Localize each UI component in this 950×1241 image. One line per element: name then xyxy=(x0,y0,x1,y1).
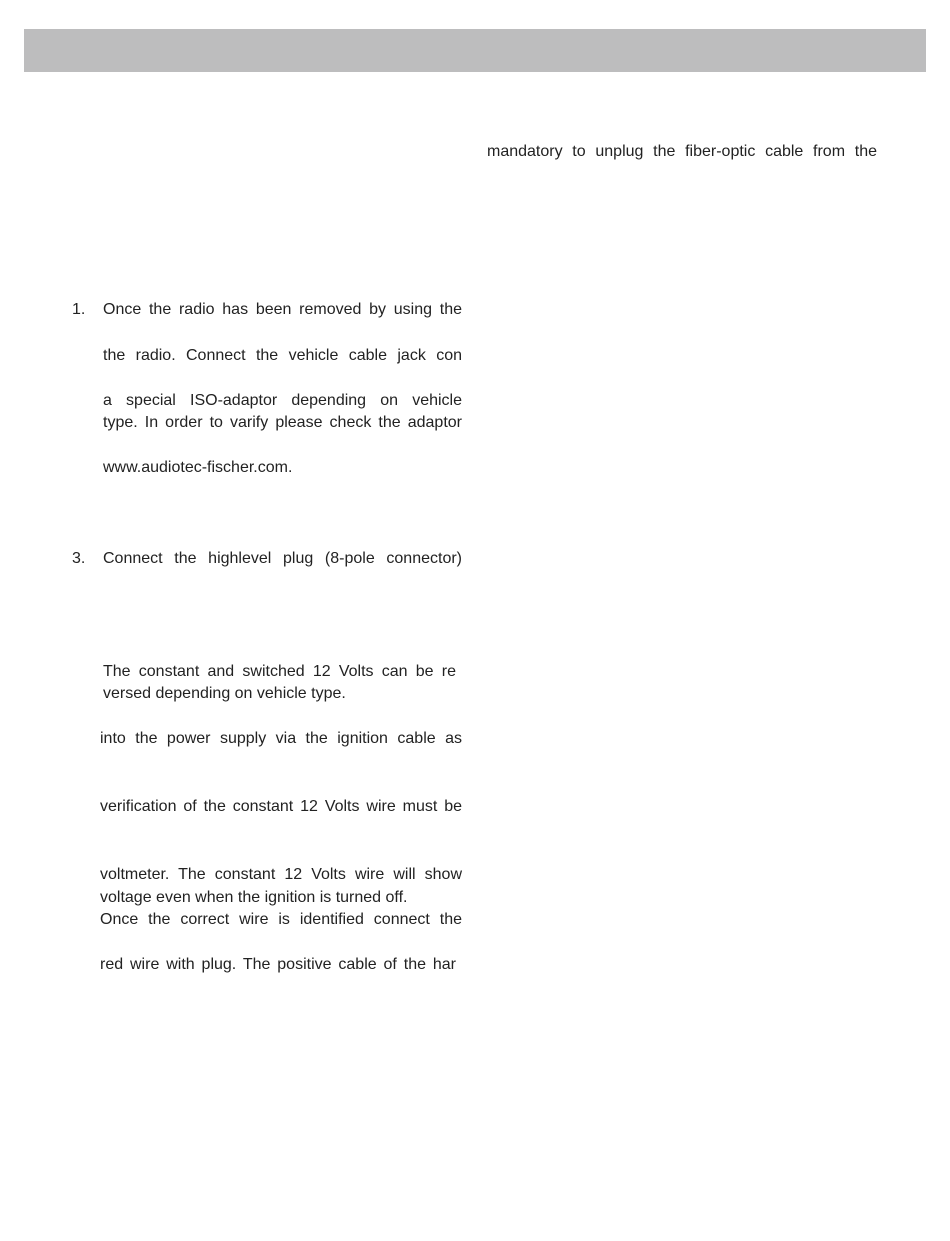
right-column-line: mandatory to unplug the fiber-optic cable from the xyxy=(487,143,877,160)
item4-line: verification of the constant 12 Volts wire must be xyxy=(100,798,462,815)
note-line: versed depending on vehicle type. xyxy=(103,685,346,702)
item1-line: Once the radio has been removed by using the xyxy=(103,301,462,318)
item1-line: type. In order to varify please check the adaptor xyxy=(103,414,462,431)
item4-line: Once the correct wire is identified connect the xyxy=(100,911,462,928)
note-line: The constant and switched 12 Volts can be re xyxy=(103,663,456,680)
list-number-3: 3. xyxy=(72,550,86,567)
list-number-1: 1. xyxy=(72,301,86,318)
item4-line: voltage even when the ignition is turned off. xyxy=(100,889,408,906)
item3-line: Connect the highlevel plug (8-pole connector) xyxy=(103,550,462,567)
item4-line: into the power supply via the ignition cable as xyxy=(100,730,462,747)
item4-line: voltmeter. The constant 12 Volts wire will show xyxy=(100,866,462,883)
header-bar xyxy=(24,29,926,72)
item1-line: a special ISO-adaptor depending on vehicle xyxy=(103,392,462,409)
item4-line: red wire with plug. The positive cable of the har xyxy=(100,956,456,973)
item1-line: the radio. Connect the vehicle cable jack con xyxy=(103,347,462,364)
item1-link-text: www.audiotec-fischer.com. xyxy=(103,459,293,476)
